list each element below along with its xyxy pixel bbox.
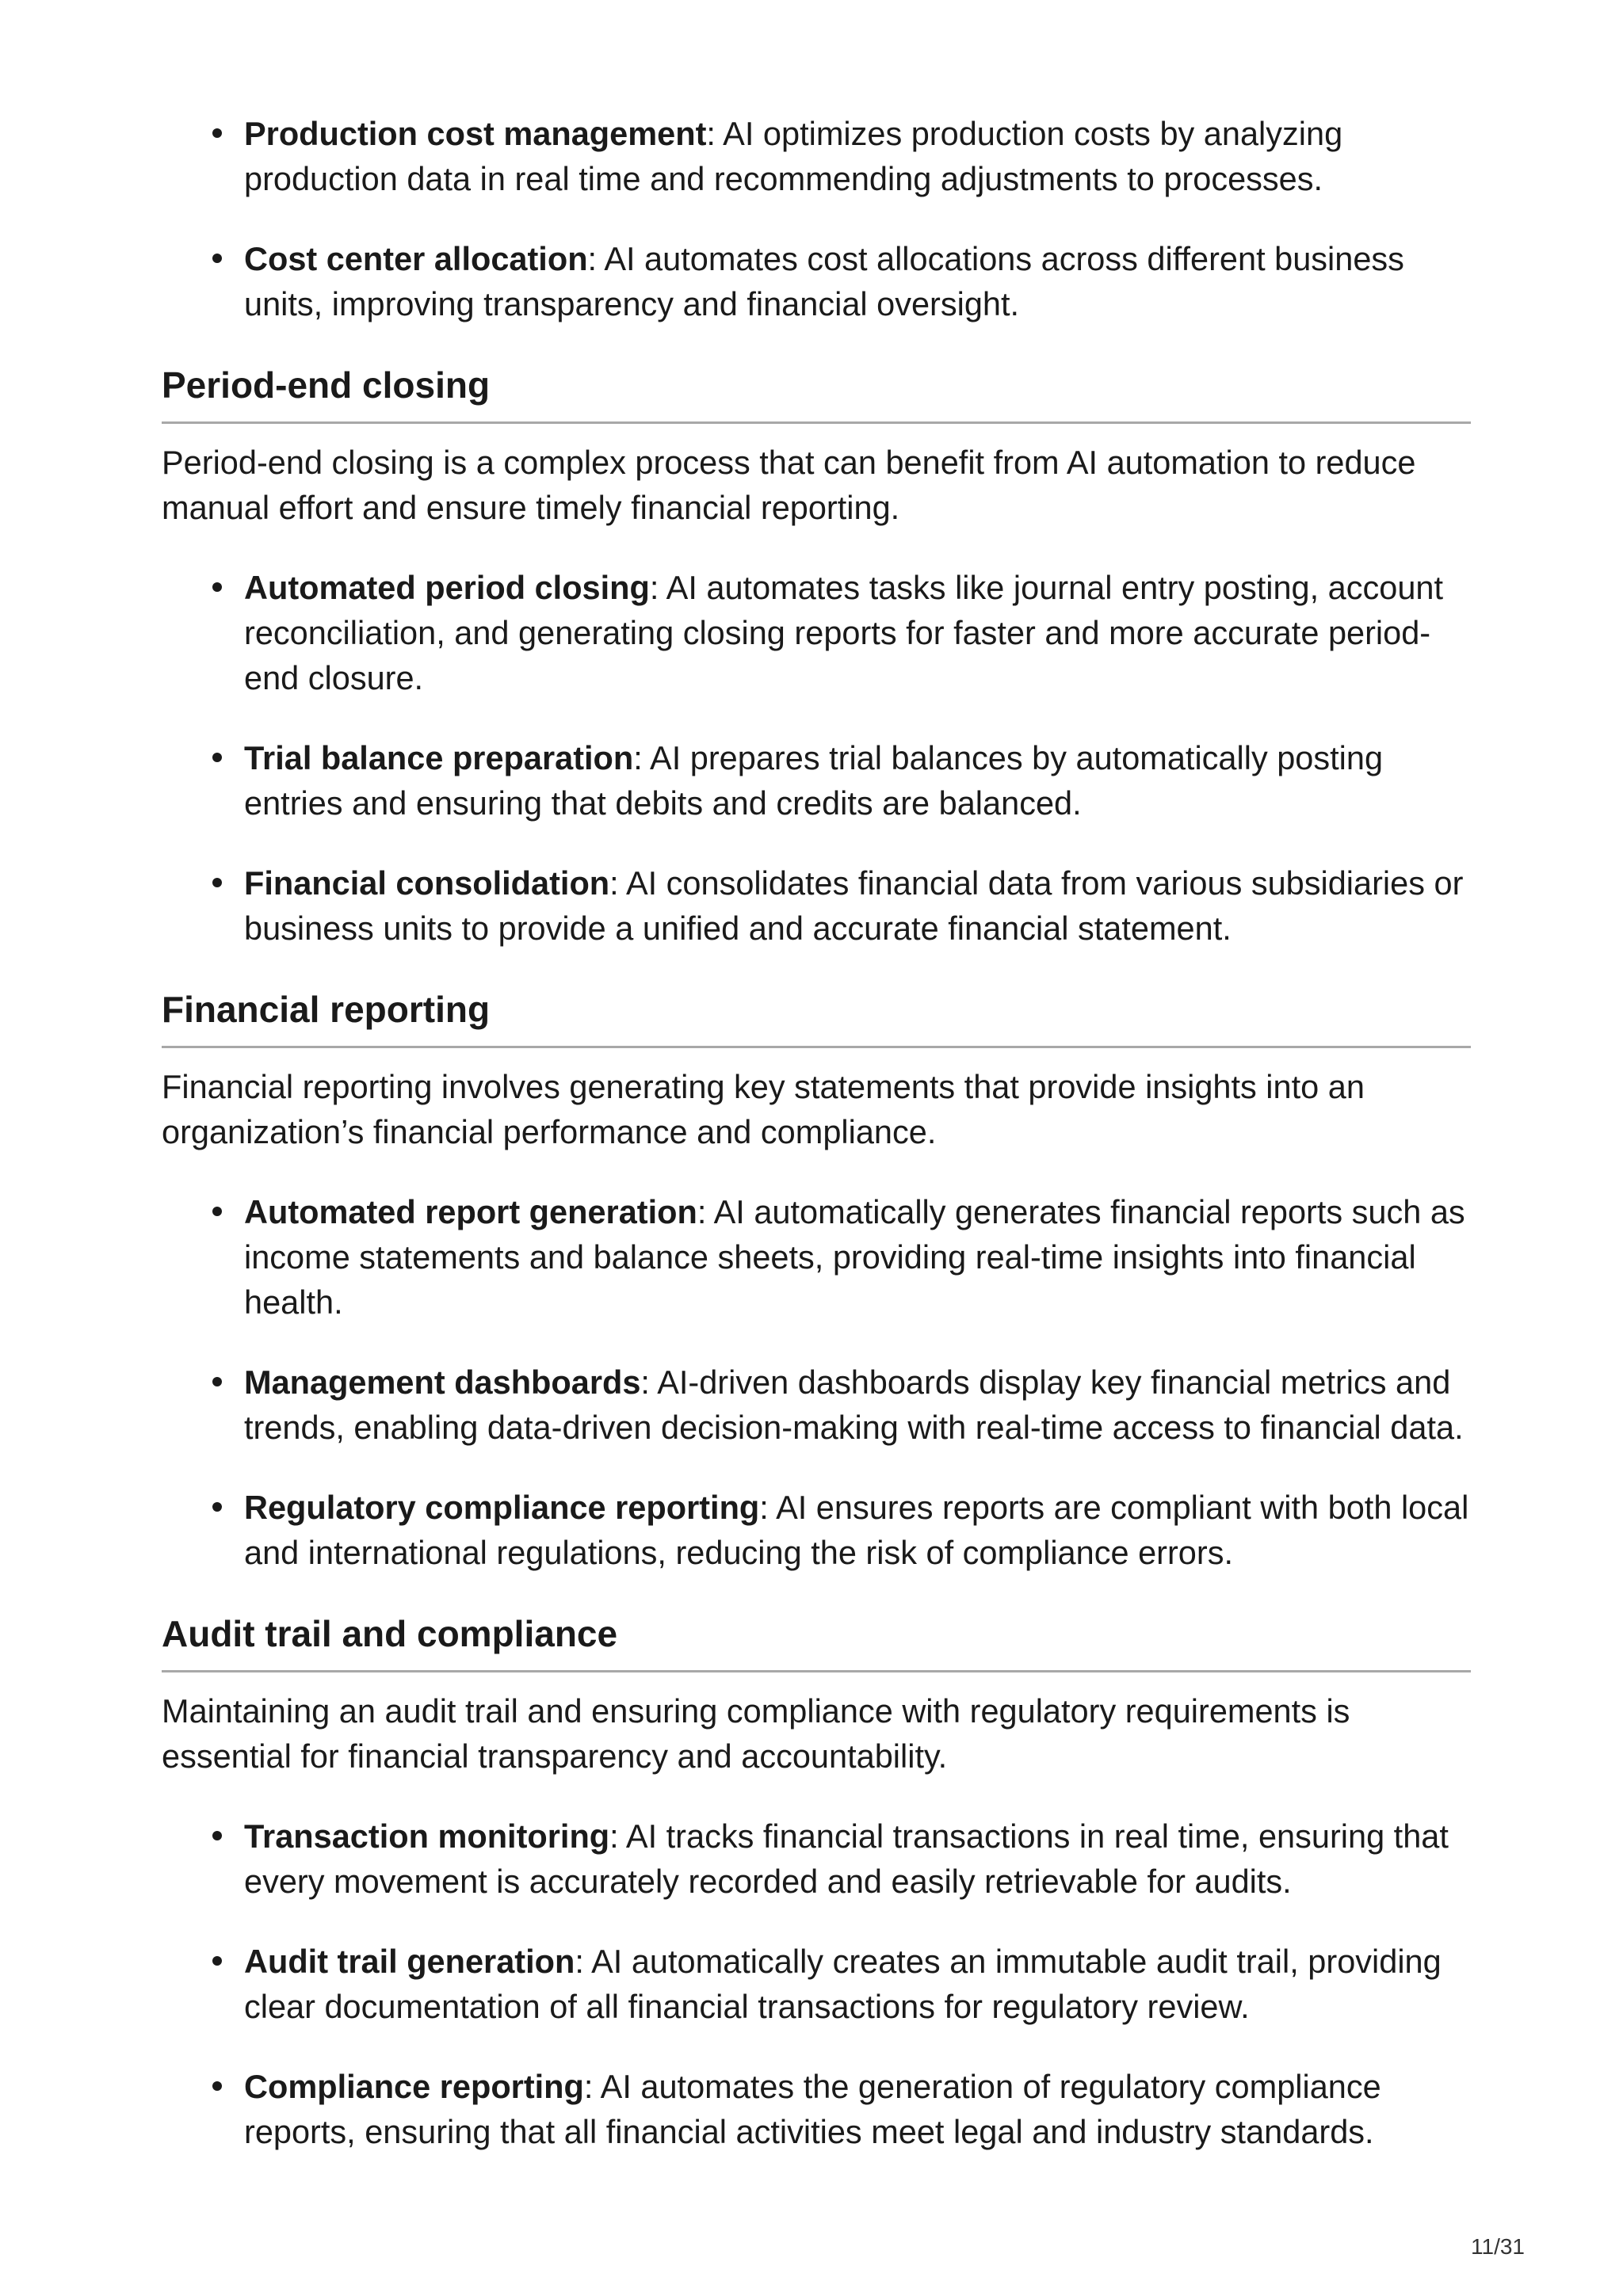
bullet-description: : AI ensures reports are compliant with both local and international regulations, reducing the risk of compliance errors. <box>244 1489 1469 1571</box>
bullet-description: : AI consolidates financial data from various subsidiaries or business units to provide a unified and accurate financial statement. <box>244 864 1464 947</box>
list-item <box>244 1814 1471 1904</box>
section-intro: Maintaining an audit trail and ensuring compliance with regulatory requirements is essential for financial transparency and accountability. <box>162 1692 1350 1775</box>
page-number: 11/31 <box>1471 2234 1525 2259</box>
list-item <box>244 1189 1471 1325</box>
section-heading: Audit trail and compliance <box>162 1610 1471 1672</box>
section-intro: Financial reporting involves generating key statements that provide insights into an organization’s financial performance and compliance. <box>162 1068 1365 1150</box>
bullet-icon <box>212 582 222 592</box>
section-intro: Period-end closing is a complex process that can benefit from AI automation to reduce manual effort and ensure timely financial reporting. <box>162 444 1416 526</box>
bullet-description: : AI automatically generates financial reports such as income statements and balance sheets, providing real-time insights into financial health. <box>244 1193 1465 1321</box>
bullet-term: Compliance reporting <box>244 2068 584 2105</box>
bullet-description: : AI-driven dashboards display key financial metrics and trends, enabling data-driven decision-making with real-time access to financial data. <box>244 1363 1464 1446</box>
bullet-term: Regulatory compliance reporting <box>244 1489 760 1526</box>
list-item <box>244 1360 1471 1450</box>
section-bullet-list <box>162 565 1471 951</box>
bullet-icon <box>212 1207 222 1216</box>
bullet-description: : AI automatically creates an immutable audit trail, providing clear documentation of all financial transactions for regulatory review. <box>244 1943 1442 2025</box>
bullet-icon <box>212 878 222 887</box>
section-bullet-list <box>162 1814 1471 2154</box>
bullet-term: Management dashboards <box>244 1363 641 1401</box>
list-item <box>244 860 1471 951</box>
list-item <box>244 2064 1471 2154</box>
bullet-description: : AI tracks financial transactions in real time, ensuring that every movement is accurately recorded and easily retrievable for audits. <box>244 1817 1449 1900</box>
bullet-icon <box>212 1502 222 1512</box>
bullet-term: Automated report generation <box>244 1193 697 1230</box>
bullet-description: : AI automates tasks like journal entry posting, account reconciliation, and generating closing reports for faster and more accurate period-end closure. <box>244 569 1444 696</box>
bullet-term: Transaction monitoring <box>244 1817 610 1855</box>
section-heading: Financial reporting <box>162 986 1471 1048</box>
top-bullet-list <box>162 111 1471 326</box>
bullet-term: Financial consolidation <box>244 864 610 902</box>
bullet-term: Audit trail generation <box>244 1943 575 1980</box>
bullet-icon <box>212 254 222 263</box>
list-item <box>244 1485 1471 1575</box>
section-heading: Period-end closing <box>162 361 1471 424</box>
list-item <box>244 735 1471 826</box>
bullet-description: : AI automates cost allocations across different business units, improving transparency and financial oversight. <box>244 240 1404 322</box>
list-item <box>244 1939 1471 2029</box>
bullet-icon <box>212 128 222 138</box>
bullet-description: : AI automates the generation of regulatory compliance reports, ensuring that all financial activities meet legal and industry standards. <box>244 2068 1381 2150</box>
bullet-icon <box>212 1377 222 1386</box>
bullet-term: Automated period closing <box>244 569 650 606</box>
list-item <box>244 565 1471 700</box>
bullet-description: : AI prepares trial balances by automatically posting entries and ensuring that debits and credits are balanced. <box>244 739 1384 822</box>
bullet-term: Cost center allocation <box>244 240 588 277</box>
bullet-icon <box>212 753 222 762</box>
section-bullet-list <box>162 1189 1471 1575</box>
bullet-icon <box>212 1831 222 1840</box>
bullet-term: Trial balance preparation <box>244 739 634 776</box>
bullet-description: : AI optimizes production costs by analyzing production data in real time and recommending adjustments to processes. <box>244 115 1343 197</box>
bullet-icon <box>212 1956 222 1966</box>
list-item <box>244 111 1471 201</box>
bullet-term: Production cost management <box>244 115 707 152</box>
list-item <box>244 236 1471 326</box>
bullet-icon <box>212 2081 222 2091</box>
document-page <box>162 111 1471 2189</box>
